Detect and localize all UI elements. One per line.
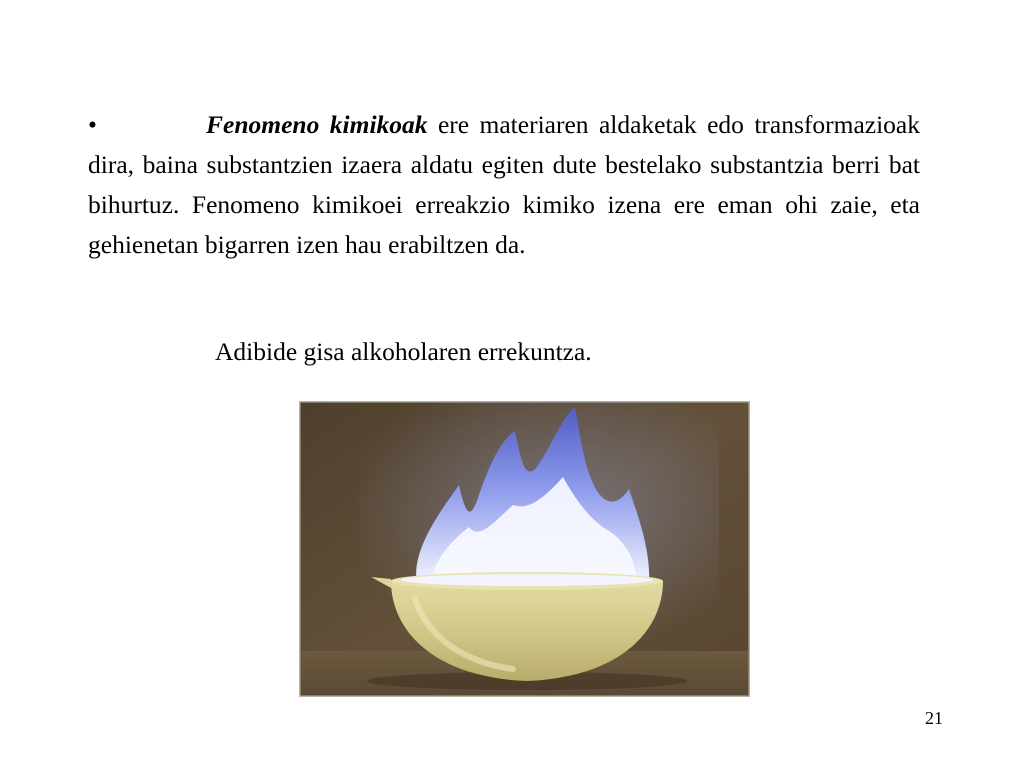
page-number: 21 [925,708,943,728]
bowl-opening [401,574,653,586]
alcohol-combustion-photo [299,401,750,697]
definition-paragraph [88,105,920,265]
definition-body: ere materiaren aldaketak edo transformazioak dira, baina substantzien izaera aldatu egiten dute bestelako substantzia berri bat bihurtuz. Fenomeno kimikoei erreakzio kimiko izena ere eman ohi zaie, eta gehienetan bigarren izen hau erabiltzen da. [88,110,921,259]
bullet-point: • [88,110,97,139]
example-caption: Adibide gisa alkoholaren errekuntza. [215,337,592,366]
definition-term: Fenomeno kimikoak [206,110,428,139]
